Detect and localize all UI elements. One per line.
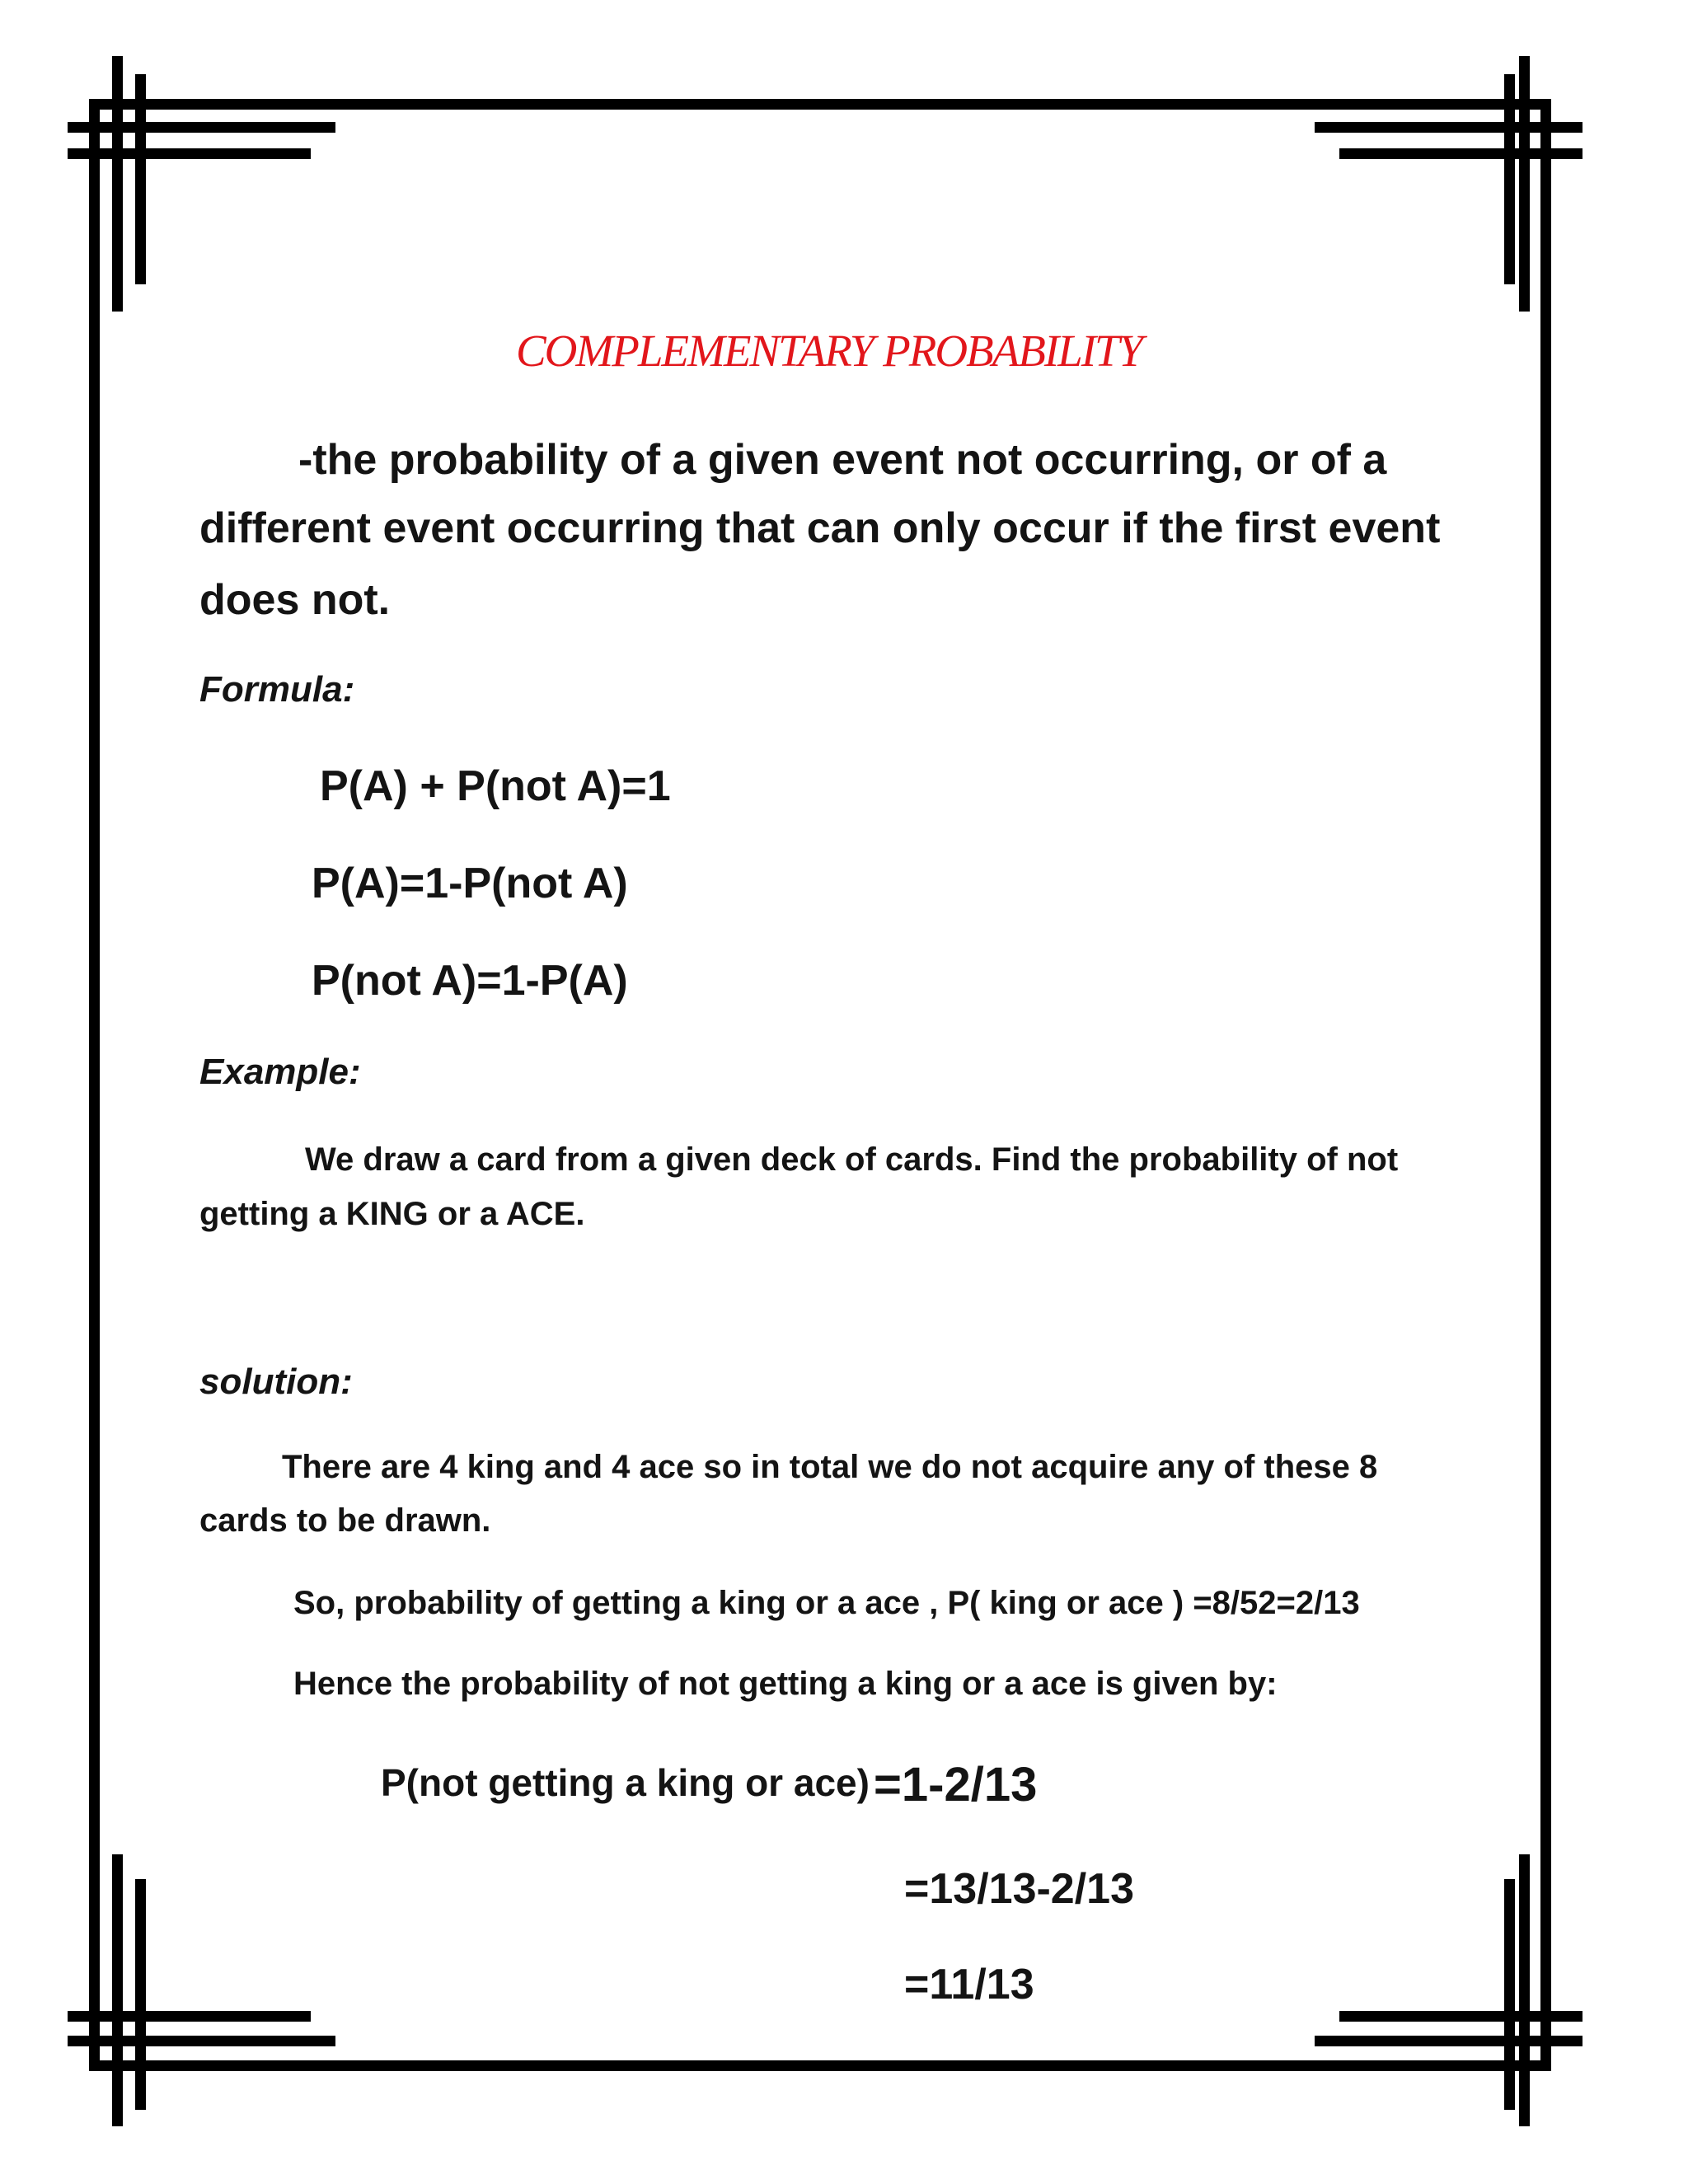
solution-line-2: cards to be drawn.: [199, 1502, 491, 1539]
example-line-2: getting a KING or a ACE.: [199, 1196, 585, 1232]
corner-ornament-top-left: [68, 56, 335, 312]
corner-ornament-bottom-left: [68, 1854, 335, 2126]
solution-line-1: There are 4 king and 4 ace so in total we do not acquire any of these 8: [282, 1449, 1378, 1485]
solution-line-3: So, probability of getting a king or a ace , P( king or ace ) =8/52=2/13: [293, 1585, 1360, 1621]
definition-line-2: different event occurring that can only occur if the first event: [199, 504, 1441, 552]
formula-1: P(A) + P(not A)=1: [320, 762, 671, 810]
formula-2: P(A)=1-P(not A): [312, 860, 628, 907]
formula-3: P(not A)=1-P(A): [312, 957, 628, 1005]
page-title: COMPLEMENTARY PROBABILITY: [516, 326, 1142, 376]
answer-step-2: =13/13-2/13: [904, 1865, 1135, 1913]
solution-line-4: Hence the probability of not getting a king or a ace is given by:: [293, 1666, 1278, 1702]
example-label: Example:: [199, 1052, 361, 1092]
answer-step-3: =11/13: [904, 1961, 1034, 2008]
answer-step-1: =1-2/13: [874, 1758, 1038, 1811]
definition-line-3: does not.: [199, 576, 391, 624]
solution-label: solution:: [199, 1361, 353, 1402]
formula-label: Formula:: [199, 669, 355, 710]
example-line-1: We draw a card from a given deck of cards. Find the probability of not: [305, 1141, 1399, 1178]
answer-lhs: P(not getting a king or ace): [381, 1761, 870, 1804]
definition-line-1: -the probability of a given event not occurring, or of a: [298, 436, 1387, 484]
